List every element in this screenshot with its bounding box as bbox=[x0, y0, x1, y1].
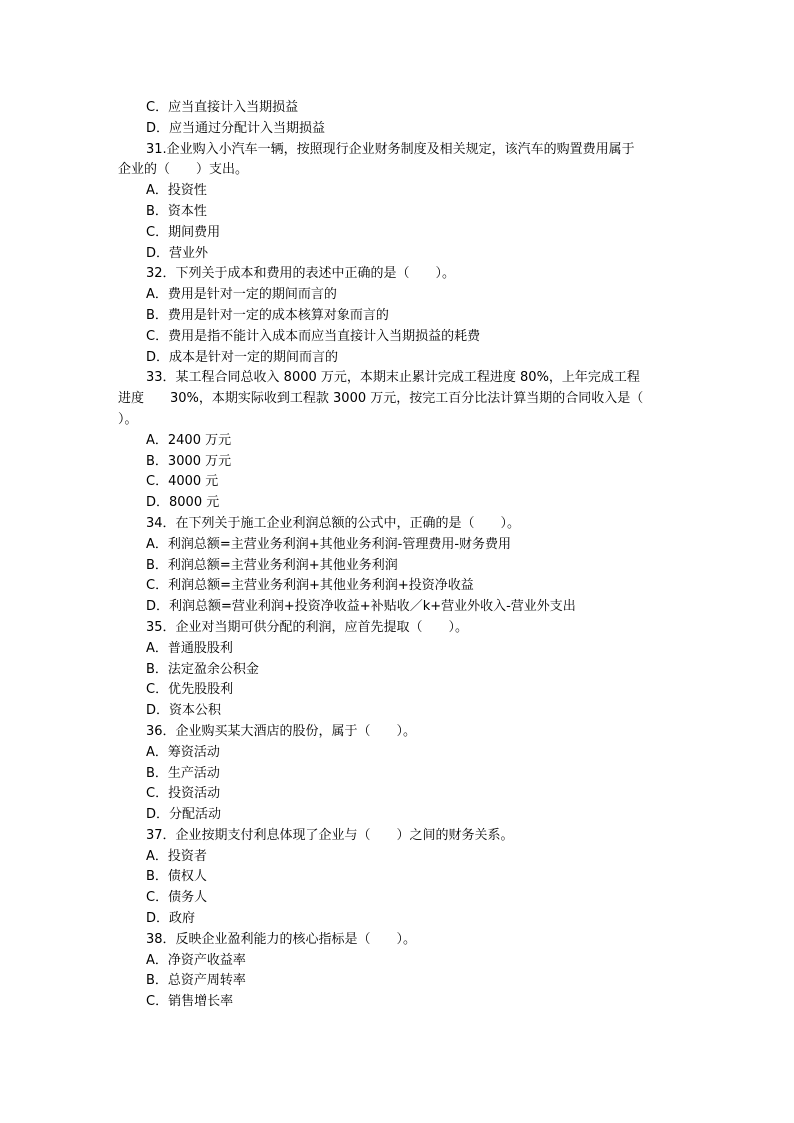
answer-option: B．费用是针对一定的成本核算对象而言的 bbox=[146, 307, 389, 323]
answer-option: A．利润总额=主营业务利润+其他业务利润-管理费用-财务费用 bbox=[146, 536, 512, 552]
question-stem: 32．下列关于成本和费用的表述中正确的是（ ）。 bbox=[146, 266, 456, 282]
answer-option: C．期间费用 bbox=[146, 224, 221, 240]
answer-option: D．8000 元 bbox=[146, 495, 220, 511]
answer-option: D．分配活动 bbox=[146, 807, 222, 823]
answer-option: C．投资活动 bbox=[146, 786, 221, 802]
answer-option: C．4000 元 bbox=[146, 474, 219, 490]
question-stem: 35．企业对当期可供分配的利润，应首先提取（ ）。 bbox=[146, 619, 469, 635]
answer-option: A．投资性 bbox=[146, 183, 207, 199]
answer-option: B．生产活动 bbox=[146, 765, 220, 781]
answer-option: D．利润总额=营业利润+投资净收益+补贴收／k+营业外收入-营业外支出 bbox=[146, 599, 576, 615]
question-stem: 38．反映企业盈利能力的核心指标是（ ）。 bbox=[146, 931, 417, 947]
answer-option: A．净资产收益率 bbox=[146, 952, 246, 968]
question-continuation: 企业的（ ）支出。 bbox=[118, 162, 249, 178]
answer-option: B．债权人 bbox=[146, 869, 207, 885]
answer-option: D．成本是针对一定的期间而言的 bbox=[146, 349, 339, 365]
answer-option: A．2400 万元 bbox=[146, 432, 232, 448]
question-stem: 36．企业购买某大酒店的股份，属于（ ）。 bbox=[146, 723, 417, 739]
question-list bbox=[118, 98, 678, 1013]
answer-option: D．资本公积 bbox=[146, 703, 222, 719]
question-continuation: 进度 30%，本期实际收到工程款 3000 万元，按完工百分比法计算当期的合同收入是（ bbox=[118, 391, 644, 407]
answer-option: C．费用是指不能计入成本而应当直接计入当期损益的耗费 bbox=[146, 328, 481, 344]
answer-option: B．利润总额=主营业务利润+其他业务利润 bbox=[146, 557, 398, 573]
question-stem: 33．某工程合同总收入 8000 万元，本期末止累计完成工程进度 80%，上年完成工程 bbox=[146, 370, 640, 386]
answer-option: A．普通股股利 bbox=[146, 640, 233, 656]
question-stem: 37．企业按期支付利息体现了企业与（ ）之间的财务关系。 bbox=[146, 827, 514, 843]
answer-option: D．营业外 bbox=[146, 245, 209, 261]
answer-option: D．政府 bbox=[146, 911, 196, 927]
answer-option: C．应当直接计入当期损益 bbox=[146, 100, 299, 115]
answer-option: A．费用是针对一定的期间而言的 bbox=[146, 287, 337, 303]
answer-option: C．债务人 bbox=[146, 890, 208, 906]
answer-option: A．筹资活动 bbox=[146, 744, 220, 760]
answer-option: A．投资者 bbox=[146, 848, 207, 864]
answer-option: C．利润总额=主营业务利润+其他业务利润+投资净收益 bbox=[146, 578, 474, 594]
answer-option: D．应当通过分配计入当期损益 bbox=[146, 120, 326, 136]
answer-option: B．3000 万元 bbox=[146, 453, 232, 469]
answer-option: C．销售增长率 bbox=[146, 994, 234, 1010]
answer-option: B．资本性 bbox=[146, 203, 207, 219]
question-stem: 31.企业购入小汽车一辆，按照现行企业财务制度及相关规定，该汽车的购置费用属于 bbox=[146, 141, 635, 157]
answer-option: C．优先股股利 bbox=[146, 682, 234, 698]
question-continuation: ）。 bbox=[118, 411, 138, 427]
answer-option: B．法定盈余公积金 bbox=[146, 661, 259, 677]
question-stem: 34．在下列关于施工企业利润总额的公式中，正确的是（ ）。 bbox=[146, 515, 521, 531]
answer-option: B．总资产周转率 bbox=[146, 973, 246, 989]
